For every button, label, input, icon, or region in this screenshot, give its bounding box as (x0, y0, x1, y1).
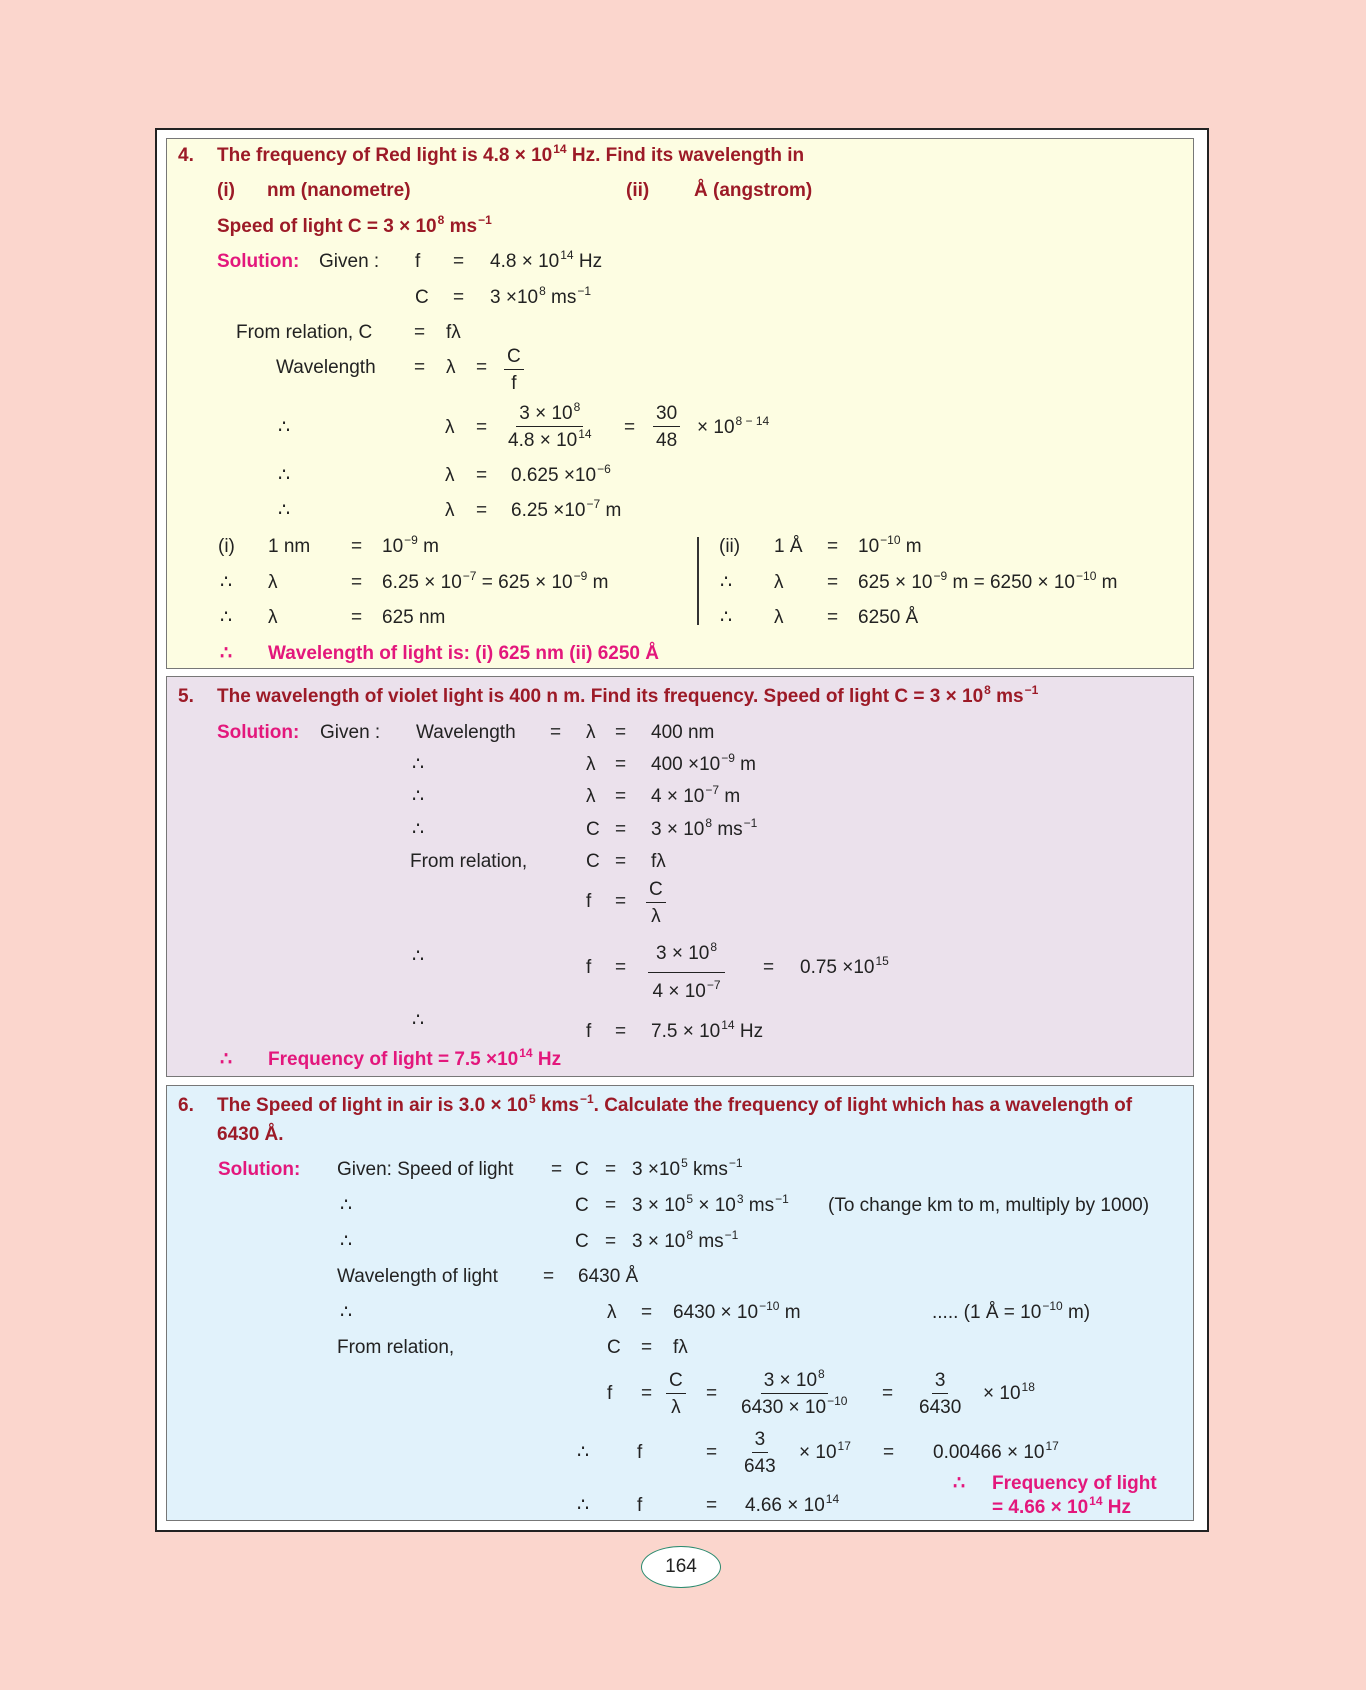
q4-right-lambda-angstrom: 6250 Å (858, 607, 919, 628)
q4-speed-of-light: Speed of light $C = 3 \times 10^8$ $ms^{-1}$ (217, 213, 492, 237)
q4-lambda: λ (445, 465, 455, 486)
therefore-icon: ∴ (412, 1010, 425, 1031)
q5-answer: Frequency of light = $7.5 \times 10^{14}$ Hz (268, 1046, 562, 1070)
q6-c-symbol: C (575, 1159, 589, 1180)
q6-fraction-2: $\frac{3 \times 10^8}{6430 \times 10^{-10}}$ (741, 1367, 848, 1418)
q6-equals: = (641, 1383, 653, 1404)
q4-part-ii-label: (ii) (626, 180, 650, 201)
q5-f-symbol: f (586, 1021, 592, 1042)
therefore-icon: ∴ (220, 643, 233, 664)
q4-solution-label: Solution: (217, 251, 300, 272)
q5-given-label: Given : (320, 722, 381, 743)
q4-equals: = (624, 417, 636, 438)
q5-prompt: The wavelength of violet light is 400 n m. Find its frequency. Speed of light $C = 3 \times 10^8$ $ms^{-1}$ (217, 683, 1039, 707)
q4-equals: = (476, 357, 488, 378)
q4-right-1a: 1 Å (774, 536, 803, 557)
column-divider (697, 537, 699, 625)
therefore-icon: ∴ (220, 1049, 233, 1070)
q6-equals: = (641, 1337, 653, 1358)
q4-fraction-2: $\frac{30}{48}$ (653, 404, 680, 450)
q4-equals: = (414, 357, 426, 378)
q4-c-symbol: C (415, 287, 429, 308)
q6-f-symbol: f (637, 1442, 643, 1463)
q5-row-2-value: $400 \times 10^{-9}$ m (651, 751, 757, 775)
q4-fraction-1: $\frac{3 \times 10^8}{4.8 \times 10^{14}}$ (508, 400, 592, 451)
q4-number: 4. (178, 145, 194, 166)
therefore-icon: ∴ (278, 465, 291, 486)
q6-row-2-note: (To change km to m, multiply by 1000) (828, 1195, 1150, 1216)
q5-c-symbol: C (586, 819, 600, 840)
therefore-icon: ∴ (720, 607, 733, 628)
q5-lambda: λ (586, 786, 596, 807)
q4-right-1a-value: $10^{-10}$ m (858, 533, 922, 557)
q4-prompt: The frequency of Red light is $4.8 \times 10^{14}$ Hz. Find its wavelength in (217, 142, 805, 166)
therefore-icon: ∴ (412, 819, 425, 840)
q5-f-symbol: f (586, 957, 592, 978)
q6-row-5-value: $6430 \times 10^{-10}$ m (673, 1299, 801, 1323)
page-number: 164 (641, 1546, 721, 1588)
q5-equals: = (615, 819, 627, 840)
q5-from-relation: From relation, (410, 851, 528, 872)
q6-prompt-line-2: 6430 Å. (217, 1124, 284, 1145)
q5-equals: = (763, 957, 775, 978)
q6-answer-line-2: = $4.66 \times 10^{14}$ Hz (992, 1494, 1132, 1518)
q6-from-relation: From relation, (337, 1337, 455, 1358)
q6-number: 6. (178, 1095, 194, 1116)
q6-c-symbol: C (575, 1195, 589, 1216)
therefore-icon: ∴ (577, 1495, 590, 1516)
q4-equals: = (476, 417, 488, 438)
q5-row-8-value: $7.5 \times 10^{14}$ Hz (651, 1018, 764, 1042)
q4-f-lambda: fλ (446, 322, 461, 343)
q6-wavelength-label: Wavelength of light (337, 1266, 498, 1287)
therefore-icon: ∴ (220, 607, 233, 628)
q5-equals: = (615, 786, 627, 807)
q6-c-symbol: C (607, 1337, 621, 1358)
therefore-icon: ∴ (220, 572, 233, 593)
q4-left-1nm-value: $10^{-9}$ m (382, 533, 439, 557)
q4-f-value: $4.8 \times 10^{14}$ Hz (490, 248, 603, 272)
q5-solution-label: Solution: (217, 722, 300, 743)
q5-row-4-value: $3 \times 10^8$ $ms^{-1}$ (651, 816, 758, 840)
q4-times-power: × $10^{8 - 14}$ (697, 414, 770, 438)
q4-left-lambda-value: $6.25 \times 10^{-7} = 625 \times 10^{-9}$ m (382, 569, 609, 593)
therefore-icon: ∴ (577, 1442, 590, 1463)
therefore-icon: ∴ (278, 417, 291, 438)
q6-row-5-note: ..... (1 Å = $10^{-10}$ m) (932, 1299, 1091, 1323)
q6-answer-line-1: Frequency of light (992, 1473, 1157, 1494)
q6-equals: = (706, 1495, 718, 1516)
q6-row-3-value: $3 \times 10^8$ $ms^{-1}$ (632, 1228, 739, 1252)
q6-f-symbol: f (607, 1383, 613, 1404)
q4-lambda-value-1: $0.625 \times 10^{-6}$ (511, 462, 611, 486)
q6-prompt: The Speed of light in air is $3.0 \times 10^5$ kms$^{-1}$. Calculate the frequency of light which has a wavelength of (217, 1092, 1133, 1116)
therefore-icon: ∴ (340, 1302, 353, 1323)
therefore-icon: ∴ (412, 946, 425, 967)
q5-fraction-c-over-lambda: $\frac{C}{\lambda}$ (646, 880, 666, 926)
q4-wavelength-label: Wavelength (276, 357, 376, 378)
q4-lambda: λ (446, 357, 456, 378)
q6-equals: = (543, 1266, 555, 1287)
q4-lambda: λ (445, 417, 455, 438)
q6-solution-label: Solution: (218, 1159, 301, 1180)
q4-lambda: λ (268, 572, 278, 593)
q5-row-7-value: $0.75 \times 10^{15}$ (800, 954, 889, 978)
q6-row-8-value: $0.00466 \times 10^{17}$ (933, 1439, 1059, 1463)
q4-part-i-label: (i) (217, 180, 235, 201)
q4-part-i-text: nm (nanometre) (267, 180, 411, 201)
q4-c-value: $3 \times 10^8$ $ms^{-1}$ (490, 284, 592, 308)
q4-f-symbol: f (415, 251, 421, 272)
q4-equals: = (453, 287, 465, 308)
q4-equals: = (351, 607, 363, 628)
q5-wavelength-label: Wavelength (416, 722, 516, 743)
q5-lambda: λ (586, 722, 596, 743)
therefore-icon: ∴ (340, 1195, 353, 1216)
q6-row-9-value: $4.66 \times 10^{14}$ (745, 1492, 840, 1516)
q6-equals: = (605, 1231, 617, 1252)
q5-equals: = (615, 957, 627, 978)
therefore-icon: ∴ (278, 500, 291, 521)
q6-f-symbol: f (637, 1495, 643, 1516)
q4-equals: = (476, 500, 488, 521)
q5-equals: = (615, 891, 627, 912)
q6-lambda: λ (607, 1302, 617, 1323)
q6-equals: = (883, 1442, 895, 1463)
q4-left-i-label: (i) (218, 536, 235, 557)
therefore-icon: ∴ (340, 1231, 353, 1252)
q4-equals: = (827, 572, 839, 593)
q4-equals: = (476, 465, 488, 486)
q6-equals: = (706, 1442, 718, 1463)
therefore-icon: ∴ (412, 786, 425, 807)
q5-lambda: λ (586, 754, 596, 775)
q4-right-lambda-value: $625 \times 10^{-9}$ $m = 6250 \times 10^{-10}$ m (858, 569, 1118, 593)
q6-equals: = (605, 1159, 617, 1180)
q6-given-label: Given: Speed of light (337, 1159, 514, 1180)
q4-lambda: λ (774, 572, 784, 593)
q6-equals: = (605, 1195, 617, 1216)
q6-equals: = (882, 1383, 894, 1404)
q6-times-10-17: × $10^{17}$ (799, 1439, 851, 1463)
q5-number: 5. (178, 686, 194, 707)
q4-fraction-c-over-f: $\frac{C}{f}$ (504, 347, 524, 393)
q4-left-1nm: 1 nm (268, 536, 311, 557)
q5-equals: = (615, 722, 627, 743)
q5-fraction-main: $\frac{3 \times 10^8}{4 \times 10^{-7}}$ (648, 944, 725, 1001)
q6-equals: = (706, 1383, 718, 1404)
q6-row-4-value: 6430 Å (578, 1266, 639, 1287)
q4-equals: = (453, 251, 465, 272)
therefore-icon: ∴ (953, 1473, 966, 1494)
q6-row-2-value: $3 \times 10^5 \times 10^3$ $ms^{-1}$ (632, 1192, 789, 1216)
q5-equals: = (615, 1021, 627, 1042)
q6-row-1-value: $3 \times 10^5$ kms$^{-1}$ (632, 1156, 743, 1180)
q6-f-lambda: fλ (673, 1337, 688, 1358)
q4-right-ii-label: (ii) (719, 536, 741, 557)
q5-equals: = (615, 851, 627, 872)
q4-lambda-value-2: $6.25 \times 10^{-7}$ m (511, 497, 622, 521)
q5-row-1-value: 400 nm (651, 722, 715, 743)
q5-row-3-value: $4 \times 10^{-7}$ m (651, 783, 741, 807)
q6-equals: = (641, 1302, 653, 1323)
q4-lambda: λ (445, 500, 455, 521)
q4-left-lambda-nm: 625 nm (382, 607, 446, 628)
q6-fraction-3: $\frac{3}{6430}$ (919, 1370, 962, 1418)
therefore-icon: ∴ (720, 572, 733, 593)
q4-equals: = (351, 536, 363, 557)
q5-equals: = (615, 754, 627, 775)
q6-times-10-18: × $10^{18}$ (983, 1380, 1035, 1404)
q4-lambda: λ (268, 607, 278, 628)
q6-fraction-4: $\frac{3}{643}$ (744, 1429, 776, 1477)
q6-fraction-c-over-lambda: $\frac{C}{\lambda}$ (666, 1371, 686, 1417)
q4-part-ii-text: Å (angstrom) (694, 180, 813, 201)
q5-f-symbol: f (586, 891, 592, 912)
q4-from-relation: From relation, C (236, 322, 373, 343)
q5-f-lambda: fλ (651, 851, 666, 872)
q4-given-label: Given : (319, 251, 380, 272)
q4-lambda: λ (774, 607, 784, 628)
q4-answer: Wavelength of light is: (i) 625 nm (ii) 6250 Å (268, 643, 659, 664)
q4-equals: = (827, 607, 839, 628)
q6-c-symbol: C (575, 1231, 589, 1252)
q4-equals: = (414, 322, 426, 343)
q4-equals: = (827, 536, 839, 557)
therefore-icon: ∴ (412, 754, 425, 775)
q5-c-symbol: C (586, 851, 600, 872)
q4-equals: = (351, 572, 363, 593)
q6-equals: = (551, 1159, 563, 1180)
q5-equals: = (550, 722, 562, 743)
